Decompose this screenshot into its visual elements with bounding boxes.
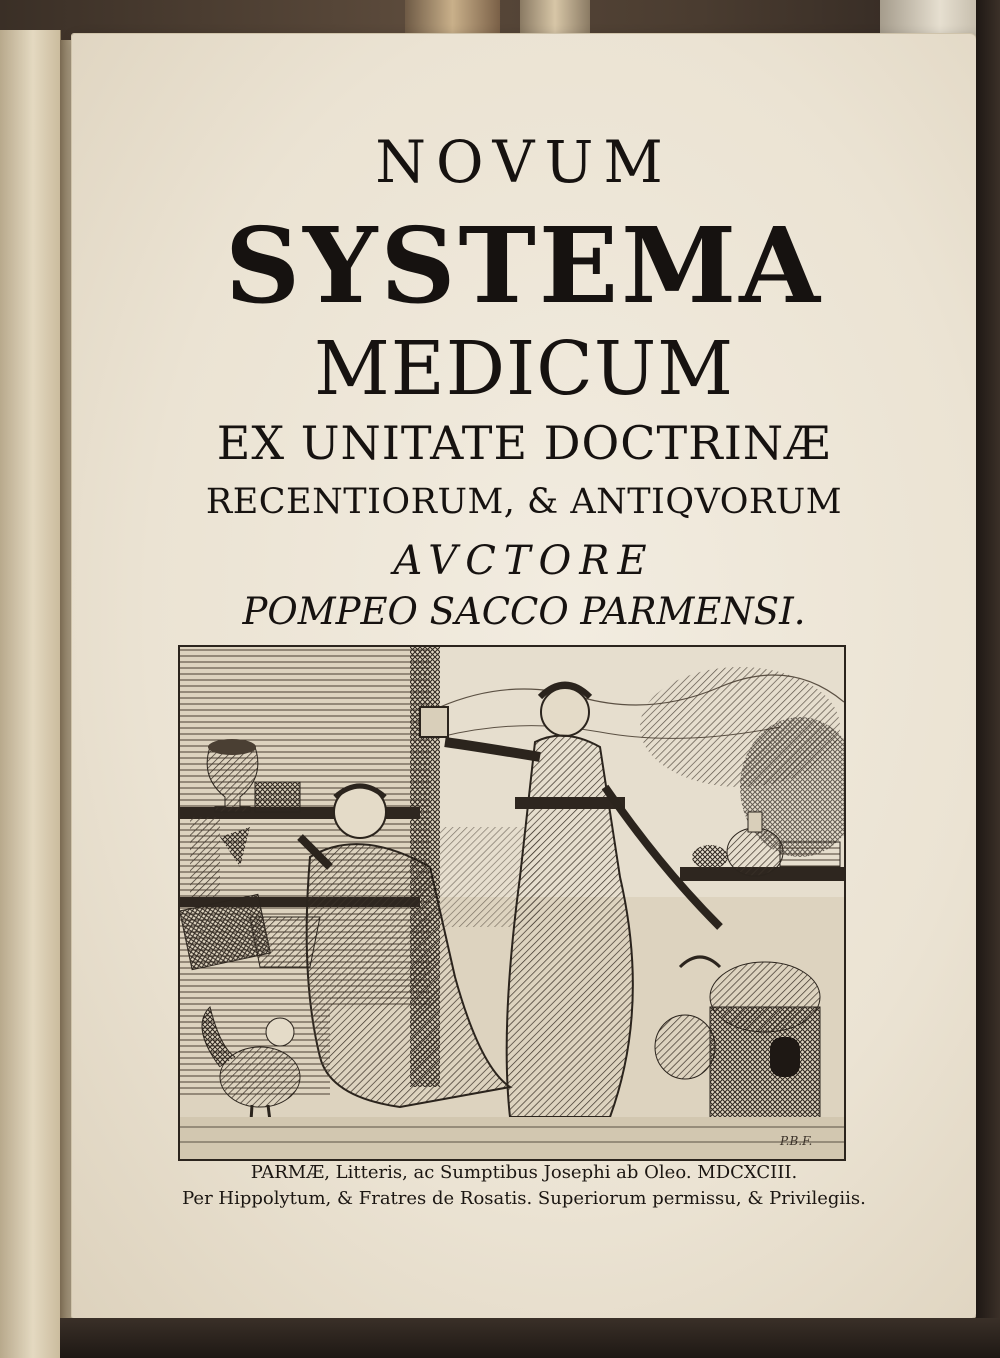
author-name: POMPEO SACCO PARMENSI. bbox=[242, 590, 806, 633]
subtitle-line: RECENTIORUM, & ANTIQVORUM bbox=[205, 482, 843, 522]
auctore-label: AVCTORE bbox=[393, 538, 655, 584]
engraving-scene bbox=[180, 647, 844, 1159]
title-line-systema: SYSTEMA bbox=[225, 204, 823, 327]
imprint-line-1: PARMÆ, Litteris, ac Sumptibus Josephi ab Oleo. MDCXCIII. bbox=[250, 1162, 798, 1183]
title-line-novum: NOVUM bbox=[375, 128, 673, 196]
engraving-illustration bbox=[178, 645, 846, 1161]
imprint-line-2: Per Hippolytum, & Fratres de Rosatis. Superiorum permissu, & Privilegiis. bbox=[182, 1188, 866, 1209]
title-line-medicum: MEDICUM bbox=[313, 326, 735, 412]
left-page-edge bbox=[0, 30, 61, 1358]
shadow bbox=[976, 0, 1000, 1358]
landscape-background bbox=[440, 647, 844, 927]
shadow bbox=[60, 1318, 1000, 1358]
subtitle-line: EX UNITATE DOCTRINÆ bbox=[216, 416, 832, 470]
engraver-signature: P.B.F. bbox=[780, 1134, 813, 1148]
tiled-floor bbox=[180, 1117, 844, 1159]
